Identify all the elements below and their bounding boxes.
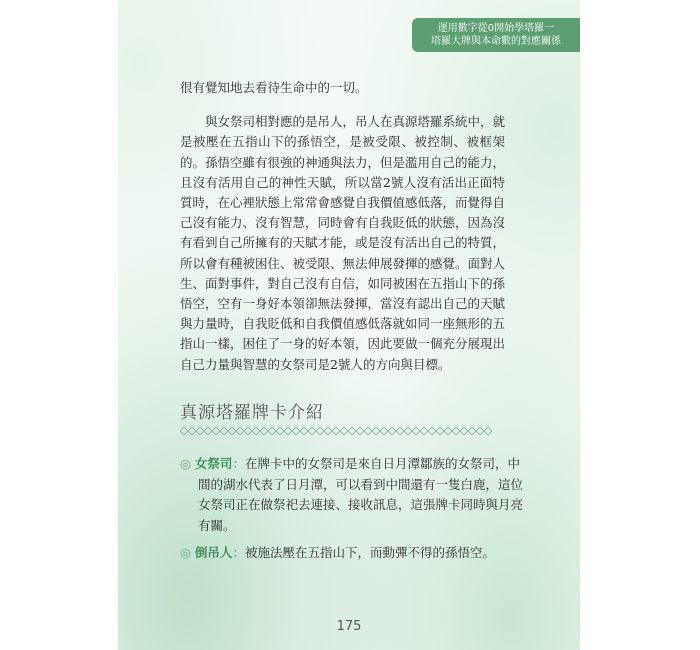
divider-diamond [356, 427, 364, 435]
divider-diamond [324, 427, 332, 435]
card-term: 倒吊人 [194, 545, 233, 560]
body-text [180, 78, 505, 375]
divider-diamond [364, 427, 372, 435]
divider-diamond [252, 427, 260, 435]
divider-diamond [428, 427, 436, 435]
divider-diamond [332, 427, 340, 435]
paragraph-hanged-man: 與女祭司相對應的是吊人，吊人在真源塔羅系統中，就是被壓在五指山下的孫悟空，是被受限、被控制、被框架的。孫悟空雖有很強的神通與法力，但是濫用自己的能力，且沒有活用自己的神性天賦，所以當2號人沒有活出正面特質時，在心裡狀態上常常會感覺自我價值感低落，而覺得自己沒有能力、沒有智慧，同時會有自我貶低的狀態，因為沒有看到自己所擁有的天賦才能，或是沒有活出自己的特質，所以會有種被困住、被受限、無法伸展發揮的感覺。面對人生、面對事件，對自己沒有自信，如同被困在五指山下的孫悟空，空有一身好本領卻無法發揮，當沒有認出自己的天賦與力量時，自我貶低和自我價值感低落就如同一座無形的五指山一樣，困住了一身的好本領，因此要做一個充分展現出自己力量與智慧的女祭司是2號人的方向與目標。 [180, 114, 506, 372]
term-separator: ： [232, 456, 245, 471]
card-item-high-priestess [180, 454, 523, 536]
divider-diamond [244, 427, 252, 435]
divider-diamond [204, 427, 212, 435]
divider-diamond [316, 427, 324, 435]
divider-diamond [436, 427, 444, 435]
header-line-1: 運用數字從0開始學塔羅一 [437, 23, 555, 34]
divider-diamond [188, 427, 196, 435]
diamond-divider [180, 426, 498, 436]
bullet-circle-icon: ◎ [180, 545, 191, 560]
term-separator: ： [232, 545, 245, 560]
book-page [118, 0, 580, 650]
divider-diamond [468, 427, 476, 435]
card-description: 在牌卡中的女祭司是來自日月潭鄒族的女祭司，中間的湖水代表了日月潭，可以看到中間還有一隻白鹿，這位女祭司正在做祭祀去連接、接收訊息，這張牌卡同時與月亮有關。 [198, 456, 524, 533]
divider-diamond [284, 427, 292, 435]
page-number: 175 [336, 619, 362, 634]
divider-diamond [260, 427, 268, 435]
bullet-circle-icon: ◎ [180, 456, 191, 471]
card-term: 女祭司 [194, 456, 233, 471]
header-line-2: 塔羅大牌與本命數的對應關係 [431, 36, 561, 47]
divider-diamond [404, 427, 412, 435]
divider-diamond [212, 427, 220, 435]
divider-diamond [420, 427, 428, 435]
card-description: 被施法壓在五指山下，而動彈不得的孫悟空。 [244, 545, 495, 560]
divider-diamond [268, 427, 276, 435]
chapter-header-tab [412, 18, 580, 52]
divider-diamond [220, 427, 228, 435]
divider-diamond [340, 427, 348, 435]
divider-diamond [228, 427, 236, 435]
divider-diamond [348, 427, 356, 435]
divider-diamond [180, 427, 188, 435]
divider-diamond [396, 427, 404, 435]
paragraph-continued: 很有覺知地去看待生命中的一切。 [180, 80, 368, 95]
section-title: 真源塔羅牌卡介紹 [180, 403, 324, 423]
divider-diamond [292, 427, 300, 435]
divider-diamond [388, 427, 396, 435]
divider-diamond [196, 427, 204, 435]
divider-diamond [444, 427, 452, 435]
divider-diamond [412, 427, 420, 435]
divider-diamond [484, 427, 492, 435]
divider-diamond [300, 427, 308, 435]
divider-diamond [372, 427, 380, 435]
divider-diamond [308, 427, 316, 435]
divider-diamond [276, 427, 284, 435]
divider-diamond [476, 427, 484, 435]
divider-diamond [452, 427, 460, 435]
divider-diamond [380, 427, 388, 435]
divider-diamond [460, 427, 468, 435]
divider-diamond [236, 427, 244, 435]
card-item-hanged-man [180, 543, 505, 564]
